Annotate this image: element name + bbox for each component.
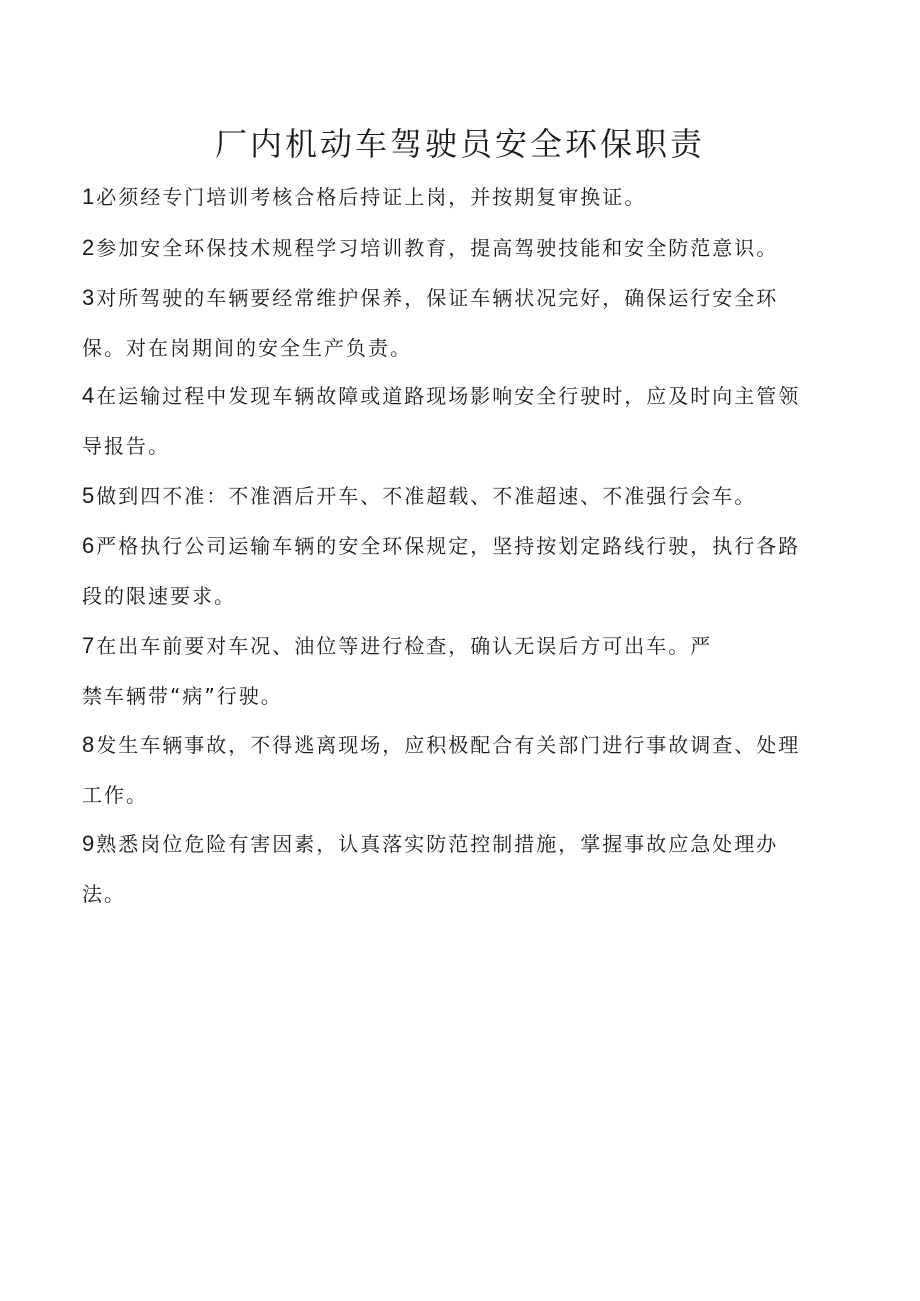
item-text: 法。 [82, 882, 126, 906]
item-6-line-1 [82, 531, 852, 561]
item-number: 8 [82, 732, 95, 757]
item-7-line-2 [82, 681, 852, 711]
item-7-line-1 [82, 631, 852, 661]
item-text: 导报告。 [82, 434, 170, 458]
document-title: 厂内机动车驾驶员安全环保职责 [214, 125, 705, 163]
item-number: 6 [82, 533, 95, 558]
item-text: 保。对在岗期间的安全生产负责。 [82, 336, 412, 360]
item-number: 1 [82, 184, 95, 209]
item-text: 工作。 [82, 783, 148, 807]
item-text: 在出车前要对车况、油位等进行检查，确认无误后方可出车。严 [96, 634, 713, 658]
item-number: 7 [82, 633, 95, 658]
item-2-line-1 [82, 233, 852, 263]
item-text: 段的限速要求。 [82, 584, 236, 608]
item-text: 参加安全环保技术规程学习培训教育，提高驾驶技能和安全防范意识。 [96, 236, 779, 260]
item-3-line-2 [82, 333, 852, 363]
item-text: 严格执行公司运输车辆的安全环保规定，坚持按划定路线行驶，执行各路 [96, 534, 801, 558]
item-text: 必须经专门培训考核合格后持证上岗，并按期复审换证。 [96, 185, 647, 209]
item-8-line-2 [82, 780, 852, 810]
item-text: 在运输过程中发现车辆故障或道路现场影响安全行驶时，应及时向主管领 [96, 384, 801, 408]
item-5-line-1 [82, 481, 852, 511]
item-4-line-1 [82, 381, 852, 411]
item-text: 对所驾驶的车辆要经常维护保养，保证车辆状况完好，确保运行安全环 [96, 286, 779, 310]
item-9-line-2 [82, 879, 852, 909]
item-number: 3 [82, 285, 95, 310]
item-number: 5 [82, 483, 95, 508]
item-number: 4 [82, 383, 95, 408]
item-text: 禁车辆带“病”行驶。 [82, 684, 283, 708]
item-1-line-1 [82, 182, 852, 212]
item-text: 熟悉岗位危险有害因素，认真落实防范控制措施，掌握事故应急处理办 [96, 832, 779, 856]
item-number: 2 [82, 235, 95, 260]
item-text: 发生车辆事故，不得逃离现场，应积极配合有关部门进行事故调查、处理 [96, 733, 801, 757]
item-4-line-2 [82, 431, 852, 461]
item-9-line-1 [82, 829, 852, 859]
item-3-line-1 [82, 283, 852, 313]
item-8-line-1 [82, 730, 852, 760]
item-number: 9 [82, 831, 95, 856]
item-text: 做到四不准：不准酒后开车、不准超载、不准超速、不准强行会车。 [96, 484, 757, 508]
item-6-line-2 [82, 581, 852, 611]
